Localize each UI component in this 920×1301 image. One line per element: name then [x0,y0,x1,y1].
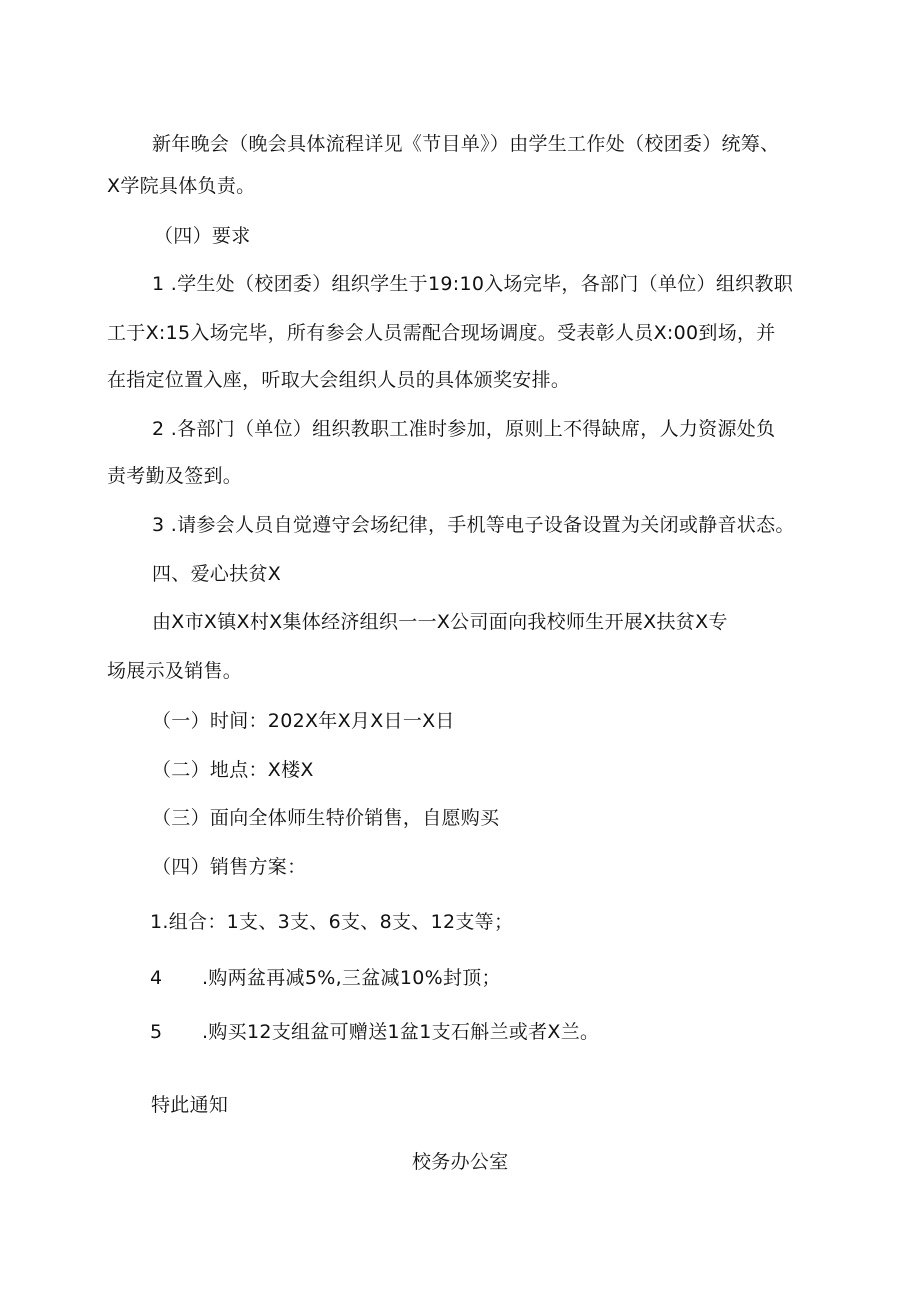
list-item-2-cont: 责考勤及签到。 [107,465,243,487]
plan-item-2-number: 4 [150,967,163,989]
place-line: （二）地点：X楼X [152,759,314,781]
list-item-1: 1 .学生处（校团委）组织学生于19:10入场完毕，各部门（单位）组织教职 [152,273,794,295]
plan-item-3-text: .购买12支组盆可赠送1盆1支石斛兰或者X兰。 [202,1021,600,1043]
time-line: （一）时间：202X年X月X日一X日 [152,710,455,732]
paragraph-line: 由X市X镇X村X集体经济组织一一X公司面向我校师生开展X扶贫X专 [152,611,728,633]
section-heading: 四、爱心扶贫X [152,563,282,585]
list-item-2: 2 .各部门（单位）组织教职工准时参加，原则上不得缺席，人力资源处负 [152,418,776,440]
target-line: （三）面向全体师生特价销售，自愿购买 [152,807,500,829]
plan-item-1: 1.组合：1支、3支、6支、8支、12支等； [150,911,514,933]
plan-item-3-number: 5 [150,1021,163,1043]
paragraph-line: 场展示及销售。 [107,660,243,682]
paragraph-line: 新年晚会（晚会具体流程详见《节目单》）由学生工作处（校团委）统筹、 [152,133,780,155]
closing-text: 特此通知 [151,1094,229,1116]
list-item-1-cont: 工于X:15入场完毕，所有参会人员需配合现场调度。受表彰人员X:00到场，并 [107,322,776,344]
plan-item-2-text: .购两盆再减5%,三盆减10%封顶； [202,967,501,989]
list-item-3: 3 .请参会人员自觉遵守会场纪律，手机等电子设备设置为关闭或静音状态。 [152,514,795,536]
paragraph-line: X学院具体负责。 [107,175,256,197]
list-item-1-cont: 在指定位置入座，听取大会组织人员的具体颁奖安排。 [107,369,571,391]
section-heading: （四）要求 [154,225,251,247]
signature: 校务办公室 [412,1151,509,1173]
plan-heading: （四）销售方案： [152,856,307,878]
